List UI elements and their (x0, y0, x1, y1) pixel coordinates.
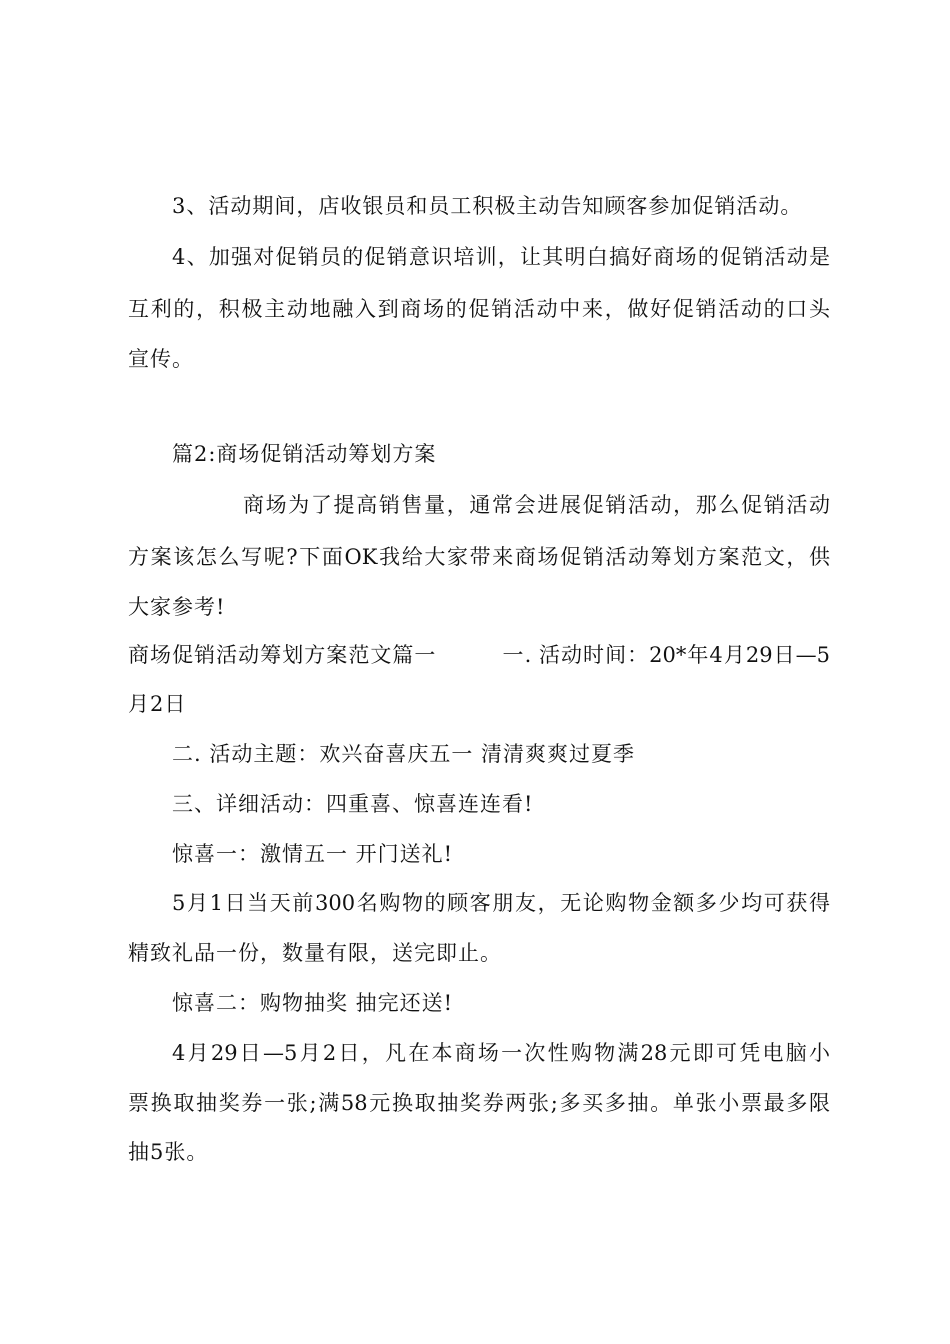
surprise-1-heading: 惊喜一：激情五一 开门送礼! (172, 842, 454, 866)
surprise-2-text-line-3: 抽5张。 (128, 1140, 209, 1164)
plan-title-line-1: 商场促销活动筹划方案范文篇一 一. 活动时间：20*年4月29日—5 (128, 643, 830, 667)
surprise-2-text-line-2: 票换取抽奖券一张;满58元换取抽奖券两张;多买多抽。单张小票最多限 (128, 1091, 830, 1115)
plan-title-line-2: 月2日 (128, 692, 187, 716)
paragraph-item-4-line-2: 互利的，积极主动地融入到商场的促销活动中来，做好促销活动的口头 (128, 297, 830, 321)
surprise-1-text-line-1: 5月1日当天前300名购物的顾客朋友，无论购物金额多少均可获得 (172, 891, 830, 915)
surprise-1-text-line-2: 精致礼品一份，数量有限，送完即止。 (128, 941, 502, 965)
surprise-2-heading: 惊喜二：购物抽奖 抽完还送! (172, 991, 454, 1015)
paragraph-item-3: 3、活动期间，店收银员和员工积极主动告知顾客参加促销活动。 (172, 194, 803, 218)
intro-line-1: 商场为了提高销售量，通常会进展促销活动，那么促销活动 (243, 493, 830, 517)
section-heading-2: 篇2:商场促销活动筹划方案 (172, 442, 437, 466)
activity-details: 三、详细活动：四重喜、惊喜连连看! (172, 792, 534, 816)
surprise-2-text-line-1: 4月29日—5月2日，凡在本商场一次性购物满28元即可凭电脑小 (172, 1041, 830, 1065)
intro-line-2: 方案该怎么写呢?下面OK我给大家带来商场促销活动筹划方案范文，供 (128, 545, 830, 569)
intro-line-3: 大家参考! (128, 595, 226, 619)
paragraph-item-4-line-3: 宣传。 (128, 347, 194, 371)
paragraph-item-4-line-1: 4、加强对促销员的促销意识培训，让其明白搞好商场的促销活动是 (172, 245, 830, 269)
activity-theme: 二. 活动主题：欢兴奋喜庆五一 清清爽爽过夏季 (172, 742, 636, 766)
